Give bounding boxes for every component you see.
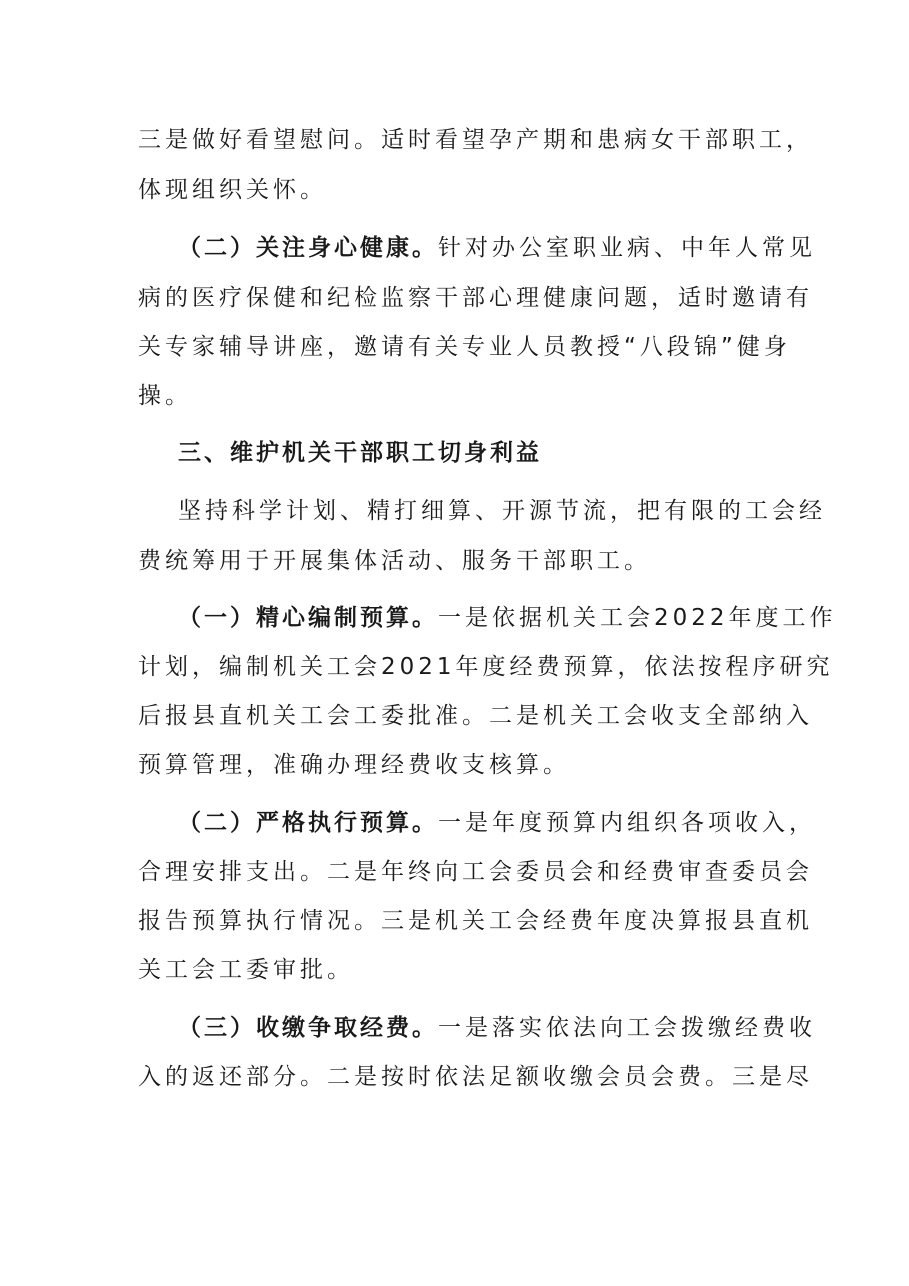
paragraph-line: 三是做好看望慰问。适时看望孕产期和患病女干部职工，: [138, 127, 813, 153]
paragraph-line: 入的返还部分。二是按时依法足额收缴会员会费。三是尽: [138, 1064, 813, 1090]
paragraph-first-line: 坚持科学计划、精打细算、开源节流，把有限的工会经: [178, 498, 826, 524]
paragraph-line: 预算管理，准确办理经费收支核算。: [138, 752, 570, 778]
paragraph-line: 费统筹用于开展集体活动、服务干部职工。: [138, 548, 651, 574]
paragraph-text: 一是依据机关工会2022年度工作: [438, 605, 837, 631]
paragraph-text: 一是年度预算内组织各项收入，: [438, 810, 816, 836]
section-title: 三、维护机关干部职工切身利益: [178, 440, 542, 466]
paragraph-text: 针对办公室职业病、中年人常见: [438, 235, 816, 261]
subheading: （三）收缴争取经费。: [178, 1015, 438, 1041]
paragraph-first-line: [178, 1010, 816, 1046]
paragraph-line: 合理安排支出。二是年终向工会委员会和经费审查委员会: [138, 859, 813, 885]
subheading: （一）精心编制预算。: [178, 605, 438, 631]
paragraph-first-line: [178, 600, 837, 636]
subheading: （二）严格执行预算。: [178, 810, 438, 836]
paragraph-first-line: [178, 230, 816, 266]
paragraph-line: 后报县直机关工会工委批准。二是机关工会收支全部纳入: [138, 703, 813, 729]
paragraph-line: 体现组织关怀。: [138, 177, 327, 203]
paragraph-first-line: [178, 805, 816, 841]
subheading: （二）关注身心健康。: [178, 235, 438, 261]
paragraph-line: 病的医疗保健和纪检监察干部心理健康问题，适时邀请有: [138, 285, 813, 311]
paragraph-text: 一是落实依法向工会拨缴经费收: [438, 1015, 816, 1041]
paragraph-line: 操。: [138, 383, 192, 409]
paragraph-line: 计划，编制机关工会2021年度经费预算，依法按程序研究: [138, 654, 834, 680]
paragraph-line: 关专家辅导讲座，邀请有关专业人员教授“八段锦”健身: [138, 334, 791, 360]
paragraph-line: 关工会工委审批。: [138, 957, 354, 983]
paragraph-line: 报告预算执行情况。三是机关工会经费年度决算报县直机: [138, 908, 813, 934]
